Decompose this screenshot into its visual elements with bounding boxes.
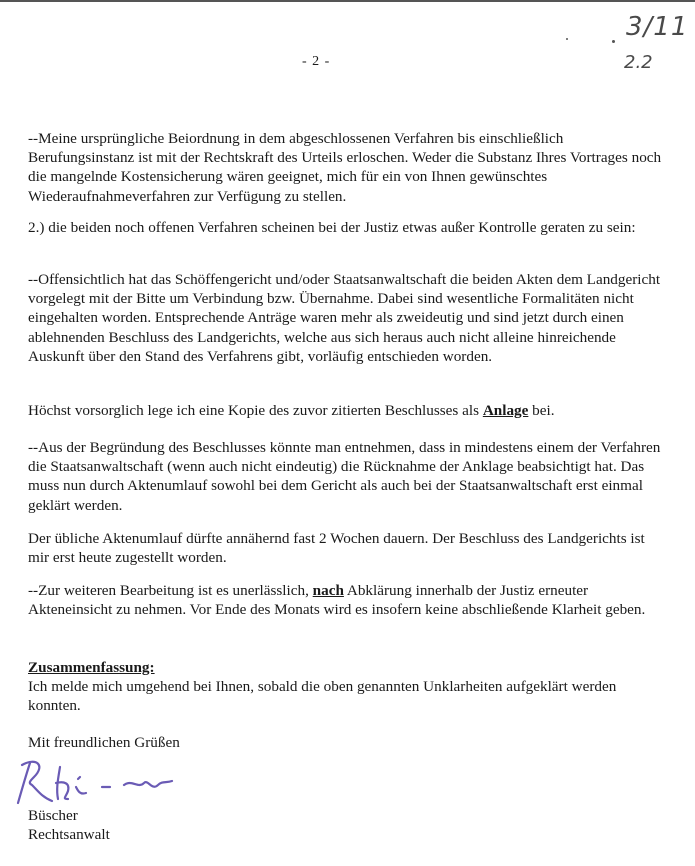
scan-speck (612, 40, 615, 43)
summary-heading: Zusammenfassung: (28, 659, 155, 676)
closing-greeting: Mit freundlichen Grüßen (28, 734, 180, 751)
handwritten-note-sub: 2.2 (624, 52, 653, 73)
paragraph-open-proceedings: 2.) die beiden noch offenen Verfahren scheinen bei der Justiz etwas außer Kontrolle geraten zu sein: (28, 219, 636, 236)
inspection-keyword: nach (312, 582, 344, 599)
paragraph-file-inspection (28, 581, 668, 619)
attachment-text-post: bei. (528, 402, 555, 419)
paragraph-attachment (28, 401, 668, 420)
inspection-text-pre: --Zur weiteren Bearbeitung ist es unerlässlich, (28, 582, 313, 599)
paragraph-prior-appointment: --Meine ursprüngliche Beiordnung in dem abgeschlossenen Verfahren bis einschließlich Berufungsinstanz ist mit der Rechtskraft des Urteils erloschen. Weder die Substanz Ihres Vortrages noch die mangelnde Kostensicherung wären geeignet, mich für ein von Ihnen gewünschtes Wiederaufnahmeverfahren zur Verfügung zu stellen. (28, 130, 662, 205)
paragraph-file-circulation: Der übliche Aktenumlauf dürfte annähernd fast 2 Wochen dauern. Der Beschluss des Landgerichts ist mir erst heute zugestellt worden. (28, 530, 645, 567)
paragraph-court-submission: --Offensichtlich hat das Schöffengericht und/oder Staatsanwaltschaft die beiden Akten dem Landgericht vorgelegt mit der Bitte um Verbindung bzw. Übernahme. Dabei sind wesentliche Formalitäten nicht eingehalten worden. Entsprechende Anträge waren mehr als zweideutig und sind jetzt durch einen ablehnenden Beschluss des Landgerichts, welche aus sich heraus auch nicht alleine hinreichende Auskunft über den Stand des Verfahrens gibt, vorläufig entschieden worden. (28, 271, 661, 365)
handwritten-note-top: 3/11 (626, 12, 689, 42)
inspection-text-post: Abklärung innerhalb der Justiz erneuter Akteneinsicht zu nehmen. Vor Ende des Monats wird es insofern keine abschließende Klarheit geben. (28, 582, 646, 619)
paragraph-withdrawal: --Aus der Begründung des Beschlusses könnte man entnehmen, dass in mindestens einem der Verfahren die Staatsanwaltschaft (wenn auch nicht eindeutig) die Rücknahme der Anklage beabsichtigt hat. Das muss nun durch Aktenumlauf sowohl bei dem Gericht als auch bei der Staatsanwaltschaft erst einmal geklärt werden. (28, 439, 661, 514)
signer-title: Rechtsanwalt (28, 826, 110, 844)
summary-text: Ich melde mich umgehend bei Ihnen, sobald die oben genannten Unklarheiten aufgeklärt werden konnten. (28, 678, 617, 715)
page-number: - 2 - (302, 54, 331, 69)
summary-block (28, 658, 668, 716)
scan-top-edge (0, 0, 695, 2)
attachment-keyword: Anlage (482, 402, 529, 419)
signer-block (28, 806, 668, 844)
scan-speck (566, 38, 568, 40)
signer-name: Büscher (28, 807, 78, 824)
attachment-text-pre: Höchst vorsorglich lege ich eine Kopie des zuvor zitierten Beschlusses als (28, 402, 483, 419)
